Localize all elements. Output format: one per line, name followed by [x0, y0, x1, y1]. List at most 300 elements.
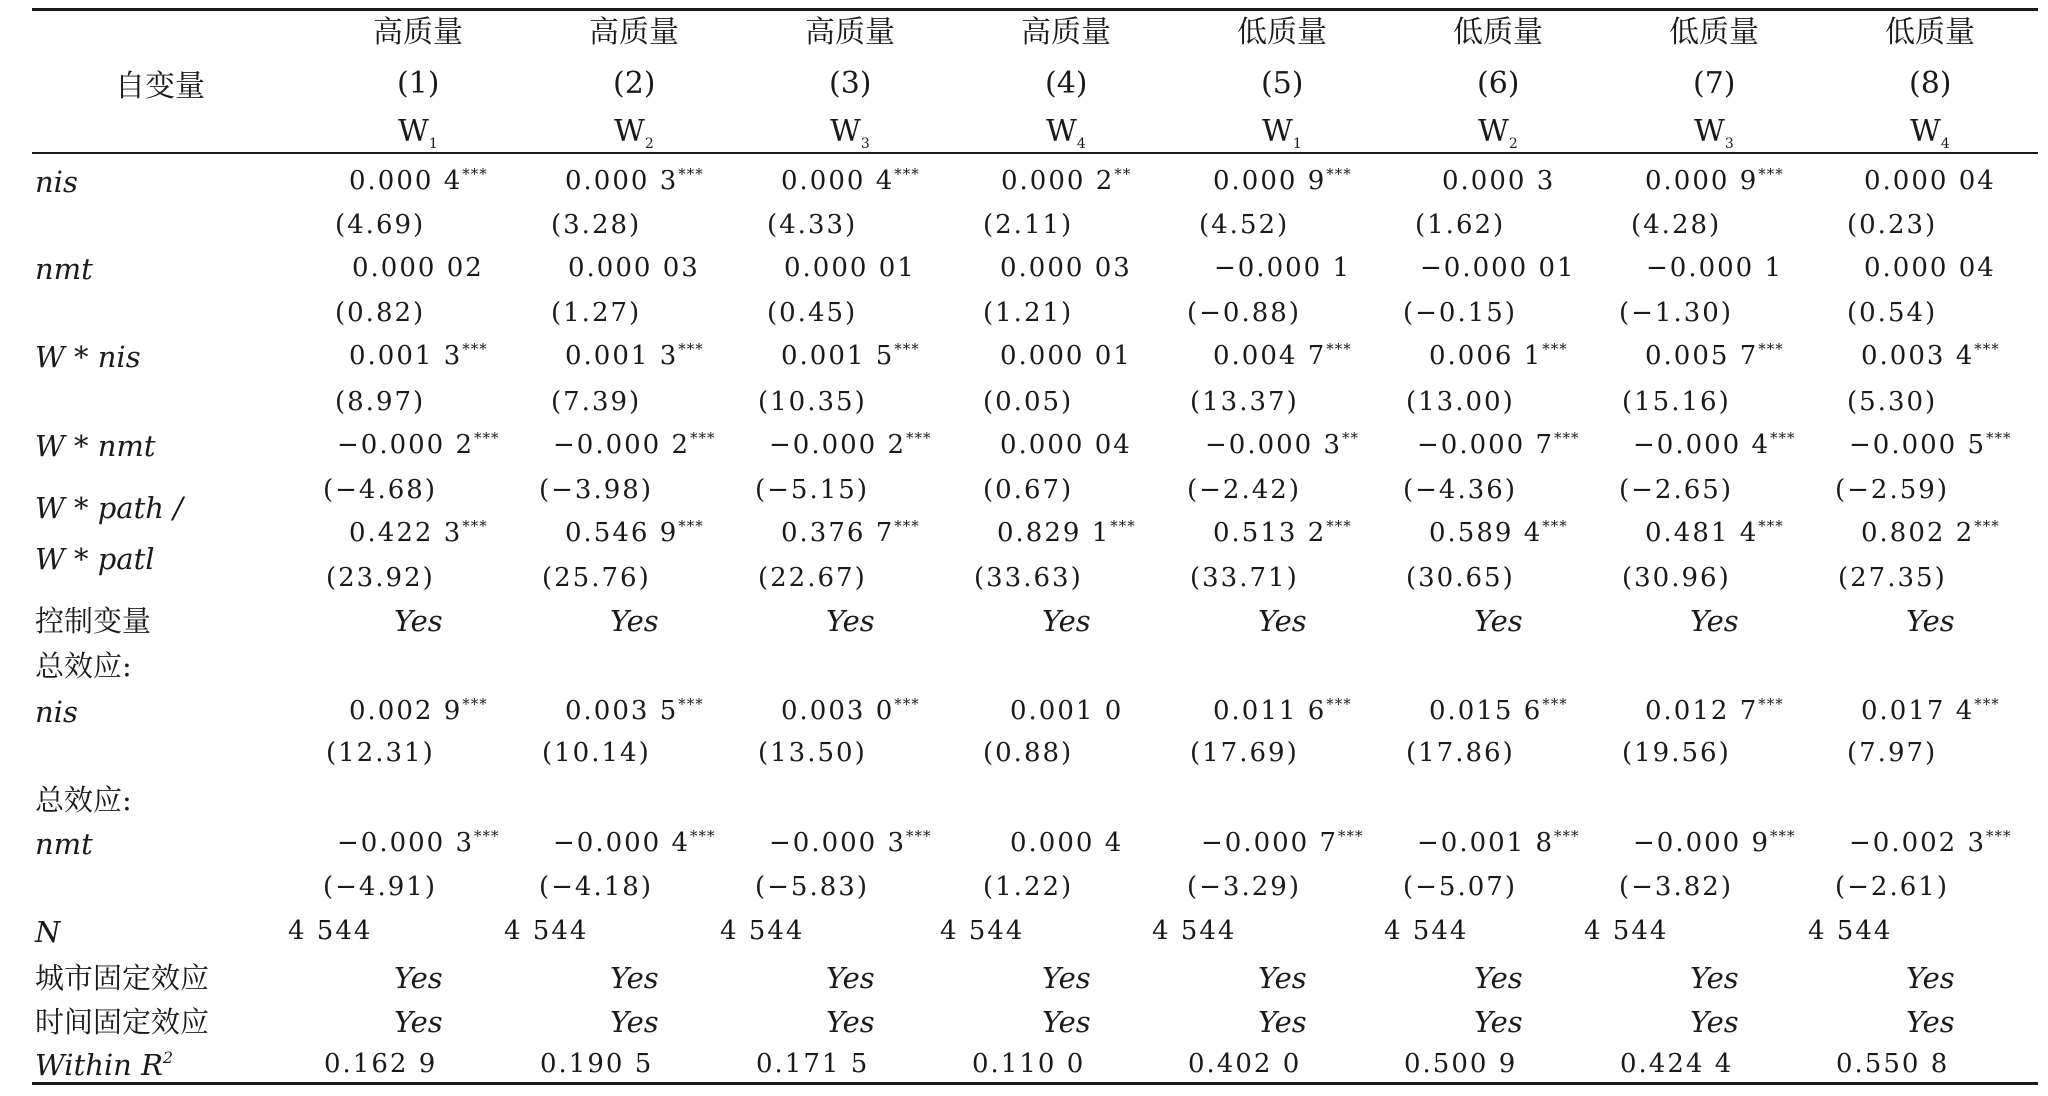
row-label: 城市固定效应 [35, 961, 210, 995]
t-stat-cell: (25.76) [542, 563, 651, 593]
weight-subscript: 3 [860, 136, 870, 152]
t-stat-cell: (−0.15) [1403, 298, 1517, 328]
weight-letter: W [1910, 114, 1941, 149]
significance-stars: *** [690, 429, 716, 447]
yes-cell: Yes [1906, 961, 1955, 995]
t-stat-cell: (1.27) [551, 298, 642, 328]
t-stat-cell: (−4.18) [539, 872, 653, 902]
t-stat-cell: (−2.59) [1835, 475, 1949, 505]
coef-value: −0.000 3 [769, 828, 907, 858]
t-stat-cell: (17.86) [1406, 738, 1515, 768]
t-stat-cell: (−3.82) [1619, 872, 1733, 902]
n-cell: 4 544 [1808, 916, 1893, 946]
weight-letter: W [614, 114, 645, 149]
t-stat-cell: (13.00) [1406, 387, 1515, 417]
significance-stars: *** [1554, 429, 1580, 447]
coef-cell [565, 340, 704, 371]
t-stat-cell: (4.28) [1631, 210, 1722, 240]
t-stat-cell: (13.50) [758, 738, 867, 768]
n-cell: 4 544 [1384, 916, 1469, 946]
coef-value: 0.006 1 [1429, 341, 1543, 371]
column-weight [1910, 114, 1950, 152]
yes-cell: Yes [1690, 1005, 1739, 1039]
significance-stars: *** [1758, 517, 1784, 535]
r2-cell: 0.190 5 [540, 1049, 654, 1079]
column-group-label: 高质量 [805, 15, 895, 50]
coef-value: 0.802 2 [1861, 518, 1975, 548]
t-stat-cell: (4.69) [335, 210, 426, 240]
significance-stars: *** [462, 695, 488, 713]
coef-cell [553, 429, 716, 460]
weight-subscript: 4 [1076, 136, 1086, 152]
significance-stars: *** [1986, 827, 2012, 845]
coef-cell [781, 517, 920, 548]
coef-value: 0.513 2 [1213, 518, 1327, 548]
t-stat-cell: (33.63) [974, 563, 1083, 593]
coef-value: 0.000 01 [1000, 341, 1132, 371]
t-stat-cell: (0.23) [1847, 210, 1938, 240]
row-label: 控制变量 [35, 604, 152, 638]
yes-cell: Yes [826, 961, 875, 995]
coef-cell [1205, 429, 1360, 460]
coef-cell [565, 517, 704, 548]
significance-stars: *** [894, 517, 920, 535]
coef-value: 0.000 4 [349, 166, 463, 196]
coef-cell [1645, 517, 1784, 548]
significance-stars: *** [1542, 517, 1568, 535]
t-stat-cell: (−4.91) [323, 872, 437, 902]
coef-value: 0.000 4 [1010, 828, 1124, 858]
coef-cell [1645, 165, 1784, 196]
weight-subscript: 2 [1508, 136, 1518, 152]
column-number: (7) [1693, 66, 1736, 101]
n-cell: 4 544 [720, 916, 805, 946]
yes-cell: Yes [1474, 1005, 1523, 1039]
coef-cell [1429, 517, 1568, 548]
coef-cell [781, 695, 920, 726]
t-stat-cell: (8.97) [335, 387, 426, 417]
r2-cell: 0.110 0 [972, 1049, 1086, 1079]
significance-stars: ** [1114, 165, 1132, 183]
weight-letter: W [398, 114, 429, 149]
coef-value: 0.000 3 [565, 166, 679, 196]
yes-cell: Yes [1474, 604, 1523, 638]
coef-value: −0.001 8 [1417, 828, 1555, 858]
coef-value: 0.376 7 [781, 518, 895, 548]
coef-cell [1861, 340, 2000, 371]
coef-value: 0.000 9 [1645, 166, 1759, 196]
coef-value: −0.000 3 [1205, 430, 1343, 460]
column-weight [398, 114, 438, 152]
significance-stars: *** [1758, 340, 1784, 358]
row-label: nis [35, 695, 78, 729]
t-stat-cell: (−2.65) [1619, 475, 1733, 505]
coef-value: 0.481 4 [1645, 518, 1759, 548]
t-stat-cell: (0.54) [1847, 298, 1938, 328]
coef-value: 0.000 04 [1864, 166, 1996, 196]
significance-stars: *** [1770, 827, 1796, 845]
t-stat-cell: (−5.83) [755, 872, 869, 902]
column-weight [614, 114, 654, 152]
coef-cell [784, 255, 916, 281]
significance-stars: *** [474, 429, 500, 447]
coef-cell [1861, 517, 2000, 548]
coef-cell [1001, 165, 1132, 196]
coef-cell [1000, 432, 1132, 458]
coef-cell [1429, 695, 1568, 726]
coef-value: 0.000 01 [784, 253, 916, 283]
significance-stars: *** [474, 827, 500, 845]
coef-value: 0.005 7 [1645, 341, 1759, 371]
section-label: 总效应: [35, 783, 132, 817]
n-cell: 4 544 [1584, 916, 1669, 946]
coef-cell [1646, 255, 1783, 281]
t-stat-cell: (17.69) [1190, 738, 1299, 768]
t-stat-cell: (−0.88) [1187, 298, 1301, 328]
significance-stars: *** [678, 695, 704, 713]
t-stat-cell: (0.82) [335, 298, 426, 328]
t-stat-cell: (4.52) [1199, 210, 1290, 240]
yes-cell: Yes [394, 604, 443, 638]
coef-value: −0.000 01 [1420, 253, 1576, 283]
t-stat-cell: (10.14) [542, 738, 651, 768]
row-label: W * nis [35, 340, 141, 374]
coef-cell [349, 695, 488, 726]
coef-cell [997, 517, 1136, 548]
significance-stars: *** [906, 429, 932, 447]
significance-stars: *** [1542, 340, 1568, 358]
coef-cell [769, 429, 932, 460]
column-group-label: 低质量 [1885, 15, 1975, 50]
yes-cell: Yes [1258, 1005, 1307, 1039]
yes-cell: Yes [826, 1005, 875, 1039]
t-stat-cell: (2.11) [983, 210, 1074, 240]
significance-stars: *** [1542, 695, 1568, 713]
coef-value: −0.000 4 [553, 828, 691, 858]
coef-value: −0.000 2 [553, 430, 691, 460]
coef-value: −0.000 3 [337, 828, 475, 858]
column-number: (5) [1261, 66, 1304, 101]
coef-value: −0.000 1 [1646, 253, 1784, 283]
coef-value: 0.017 4 [1861, 696, 1975, 726]
t-stat-cell: (30.96) [1622, 563, 1731, 593]
coef-cell [349, 165, 488, 196]
coef-value: 0.015 6 [1429, 696, 1543, 726]
t-stat-cell: (3.28) [551, 210, 642, 240]
coef-cell [1417, 827, 1580, 858]
t-stat-cell: (−2.61) [1835, 872, 1949, 902]
row-label-text: Within R [35, 1048, 163, 1082]
t-stat-cell: (−3.98) [539, 475, 653, 505]
significance-stars: *** [678, 517, 704, 535]
yes-cell: Yes [1258, 961, 1307, 995]
significance-stars: *** [1110, 517, 1136, 535]
coef-value: 0.000 03 [568, 253, 700, 283]
weight-letter: W [1694, 114, 1725, 149]
coef-value: 0.000 4 [781, 166, 895, 196]
n-cell: 4 544 [504, 916, 589, 946]
t-stat-cell: (22.67) [758, 563, 867, 593]
significance-stars: *** [1986, 429, 2012, 447]
coef-value: 0.004 7 [1213, 341, 1327, 371]
coef-value: 0.001 3 [349, 341, 463, 371]
yes-cell: Yes [610, 1005, 659, 1039]
coef-cell [1861, 695, 2000, 726]
coef-cell [565, 165, 704, 196]
coef-value: −0.000 7 [1417, 430, 1555, 460]
coef-value: 0.000 9 [1213, 166, 1327, 196]
r2-cell: 0.500 9 [1404, 1049, 1518, 1079]
significance-stars: *** [1326, 165, 1352, 183]
t-stat-cell: (33.71) [1190, 563, 1299, 593]
yes-cell: Yes [1474, 961, 1523, 995]
coef-cell [1213, 517, 1352, 548]
coef-value: 0.001 0 [1010, 696, 1124, 726]
column-number: (6) [1477, 66, 1520, 101]
coef-cell [1849, 827, 2012, 858]
yes-cell: Yes [1906, 1005, 1955, 1039]
row-label: W * nmt [35, 429, 156, 463]
column-weight [1046, 114, 1086, 152]
coef-value: 0.003 5 [565, 696, 679, 726]
coef-value: 0.000 04 [1000, 430, 1132, 460]
coef-cell [1645, 695, 1784, 726]
coef-value: 0.003 0 [781, 696, 895, 726]
coef-value: −0.000 1 [1214, 253, 1352, 283]
n-cell: 4 544 [1152, 916, 1237, 946]
significance-stars: *** [1326, 517, 1352, 535]
weight-subscript: 1 [428, 136, 438, 152]
coef-cell [349, 517, 488, 548]
weight-letter: W [1478, 114, 1509, 149]
column-number: (1) [397, 66, 440, 101]
t-stat-cell: (13.37) [1190, 387, 1299, 417]
row-label: nis [35, 165, 78, 199]
n-cell: 4 544 [288, 916, 373, 946]
coef-cell [337, 429, 500, 460]
t-stat-cell: (12.31) [326, 738, 435, 768]
significance-stars: *** [1758, 165, 1784, 183]
coef-cell [769, 827, 932, 858]
yes-cell: Yes [1690, 961, 1739, 995]
t-stat-cell: (7.39) [551, 387, 642, 417]
t-stat-cell: (−5.15) [755, 475, 869, 505]
coef-cell [1201, 827, 1364, 858]
column-group-label: 低质量 [1669, 15, 1759, 50]
coef-cell [568, 255, 700, 281]
coef-cell [1213, 165, 1352, 196]
t-stat-cell: (−1.30) [1619, 298, 1733, 328]
row-label-header: 自变量 [115, 69, 205, 104]
row-label [35, 1048, 174, 1082]
r2-cell: 0.550 8 [1836, 1049, 1950, 1079]
row-label: W * path / [35, 491, 183, 525]
column-weight [830, 114, 870, 152]
significance-stars: *** [1338, 827, 1364, 845]
row-label: N [35, 915, 61, 949]
coef-value: 0.011 6 [1213, 696, 1327, 726]
coef-cell [1849, 429, 2012, 460]
coef-cell [1633, 827, 1796, 858]
t-stat-cell: (−2.42) [1187, 475, 1301, 505]
coef-value: −0.000 9 [1633, 828, 1771, 858]
coef-cell [1864, 255, 1996, 281]
coef-cell [1010, 698, 1123, 724]
coef-value: 0.002 9 [349, 696, 463, 726]
t-stat-cell: (7.97) [1847, 738, 1938, 768]
column-group-label: 高质量 [589, 15, 679, 50]
significance-stars: *** [894, 340, 920, 358]
t-stat-cell: (−4.68) [323, 475, 437, 505]
weight-letter: W [1262, 114, 1293, 149]
t-stat-cell: (1.21) [983, 298, 1074, 328]
coef-value: 0.000 02 [352, 253, 484, 283]
weight-letter: W [830, 114, 861, 149]
significance-stars: *** [1974, 517, 2000, 535]
weight-subscript: 4 [1940, 136, 1950, 152]
coef-value: −0.000 2 [769, 430, 907, 460]
t-stat-cell: (−4.36) [1403, 475, 1517, 505]
coef-cell [1213, 340, 1352, 371]
weight-subscript: 1 [1292, 136, 1302, 152]
r2-cell: 0.162 9 [324, 1049, 438, 1079]
column-number: (2) [613, 66, 656, 101]
weight-subscript: 3 [1724, 136, 1734, 152]
coef-cell [1000, 255, 1132, 281]
t-stat-cell: (27.35) [1838, 563, 1947, 593]
coef-value: 0.001 3 [565, 341, 679, 371]
coef-cell [781, 340, 920, 371]
coef-value: 0.829 1 [997, 518, 1111, 548]
coef-cell [1633, 429, 1796, 460]
coef-value: 0.001 5 [781, 341, 895, 371]
t-stat-cell: (10.35) [758, 387, 867, 417]
coef-value: 0.000 04 [1864, 253, 1996, 283]
column-group-label: 高质量 [373, 15, 463, 50]
t-stat-cell: (4.33) [767, 210, 858, 240]
coef-cell [1213, 695, 1352, 726]
coef-cell [349, 340, 488, 371]
t-stat-cell: (0.88) [983, 738, 1074, 768]
coef-value: 0.589 4 [1429, 518, 1543, 548]
t-stat-cell: (1.62) [1415, 210, 1506, 240]
t-stat-cell: (−3.29) [1187, 872, 1301, 902]
t-stat-cell: (1.22) [983, 872, 1074, 902]
top-rule [32, 8, 2038, 11]
t-stat-cell: (5.30) [1847, 387, 1938, 417]
coef-cell [352, 255, 484, 281]
coef-cell [1420, 255, 1576, 281]
yes-cell: Yes [394, 961, 443, 995]
significance-stars: *** [1974, 695, 2000, 713]
row-label: nmt [35, 252, 93, 286]
t-stat-cell: (0.67) [983, 475, 1074, 505]
coef-value: 0.000 03 [1000, 253, 1132, 283]
significance-stars: *** [678, 340, 704, 358]
coef-cell [1214, 255, 1351, 281]
t-stat-cell: (19.56) [1622, 738, 1731, 768]
coef-cell [1429, 340, 1568, 371]
significance-stars: *** [1554, 827, 1580, 845]
coef-value: 0.422 3 [349, 518, 463, 548]
significance-stars: *** [894, 165, 920, 183]
coef-value: −0.000 2 [337, 430, 475, 460]
significance-stars: *** [462, 165, 488, 183]
column-group-label: 低质量 [1453, 15, 1543, 50]
coef-cell [565, 695, 704, 726]
coef-value: −0.002 3 [1849, 828, 1987, 858]
column-number: (8) [1909, 66, 1952, 101]
coef-cell [1010, 830, 1123, 856]
column-number: (4) [1045, 66, 1088, 101]
coef-cell [781, 165, 920, 196]
t-stat-cell: (0.45) [767, 298, 858, 328]
coef-cell [337, 827, 500, 858]
t-stat-cell: (23.92) [326, 563, 435, 593]
coef-value: 0.003 4 [1861, 341, 1975, 371]
coef-value: 0.012 7 [1645, 696, 1759, 726]
significance-stars: *** [1770, 429, 1796, 447]
yes-cell: Yes [394, 1005, 443, 1039]
coef-value: −0.000 4 [1633, 430, 1771, 460]
yes-cell: Yes [826, 604, 875, 638]
significance-stars: *** [1974, 340, 2000, 358]
significance-stars: *** [1326, 695, 1352, 713]
coef-value: 0.000 2 [1001, 166, 1115, 196]
significance-stars: ** [1342, 429, 1360, 447]
bottom-rule [32, 1082, 2038, 1085]
t-stat-cell: (−5.07) [1403, 872, 1517, 902]
column-weight [1694, 114, 1734, 152]
yes-cell: Yes [1042, 961, 1091, 995]
coef-value: 0.000 3 [1442, 166, 1556, 196]
yes-cell: Yes [1690, 604, 1739, 638]
significance-stars: *** [906, 827, 932, 845]
t-stat-cell: (0.05) [983, 387, 1074, 417]
r2-cell: 0.424 4 [1620, 1049, 1734, 1079]
header-rule [32, 152, 2038, 154]
coef-value: 0.546 9 [565, 518, 679, 548]
weight-subscript: 2 [644, 136, 654, 152]
coef-cell [1000, 343, 1132, 369]
row-label: 时间固定效应 [35, 1005, 210, 1039]
significance-stars: *** [462, 517, 488, 535]
column-group-label: 高质量 [1021, 15, 1111, 50]
significance-stars: *** [462, 340, 488, 358]
n-cell: 4 544 [940, 916, 1025, 946]
row-label-second-line: W * patl [35, 542, 155, 576]
row-label: nmt [35, 827, 93, 861]
coef-value: −0.000 7 [1201, 828, 1339, 858]
yes-cell: Yes [610, 961, 659, 995]
t-stat-cell: (30.65) [1406, 563, 1515, 593]
yes-cell: Yes [610, 604, 659, 638]
coef-cell [1864, 168, 1996, 194]
significance-stars: *** [894, 695, 920, 713]
section-label: 总效应: [35, 649, 132, 683]
yes-cell: Yes [1042, 604, 1091, 638]
coef-value: −0.000 5 [1849, 430, 1987, 460]
yes-cell: Yes [1906, 604, 1955, 638]
column-weight [1478, 114, 1518, 152]
weight-letter: W [1046, 114, 1077, 149]
significance-stars: *** [1758, 695, 1784, 713]
significance-stars: *** [678, 165, 704, 183]
r2-cell: 0.171 5 [756, 1049, 870, 1079]
row-label-superscript: 2 [162, 1048, 174, 1067]
coef-cell [1442, 168, 1555, 194]
coef-cell [553, 827, 716, 858]
